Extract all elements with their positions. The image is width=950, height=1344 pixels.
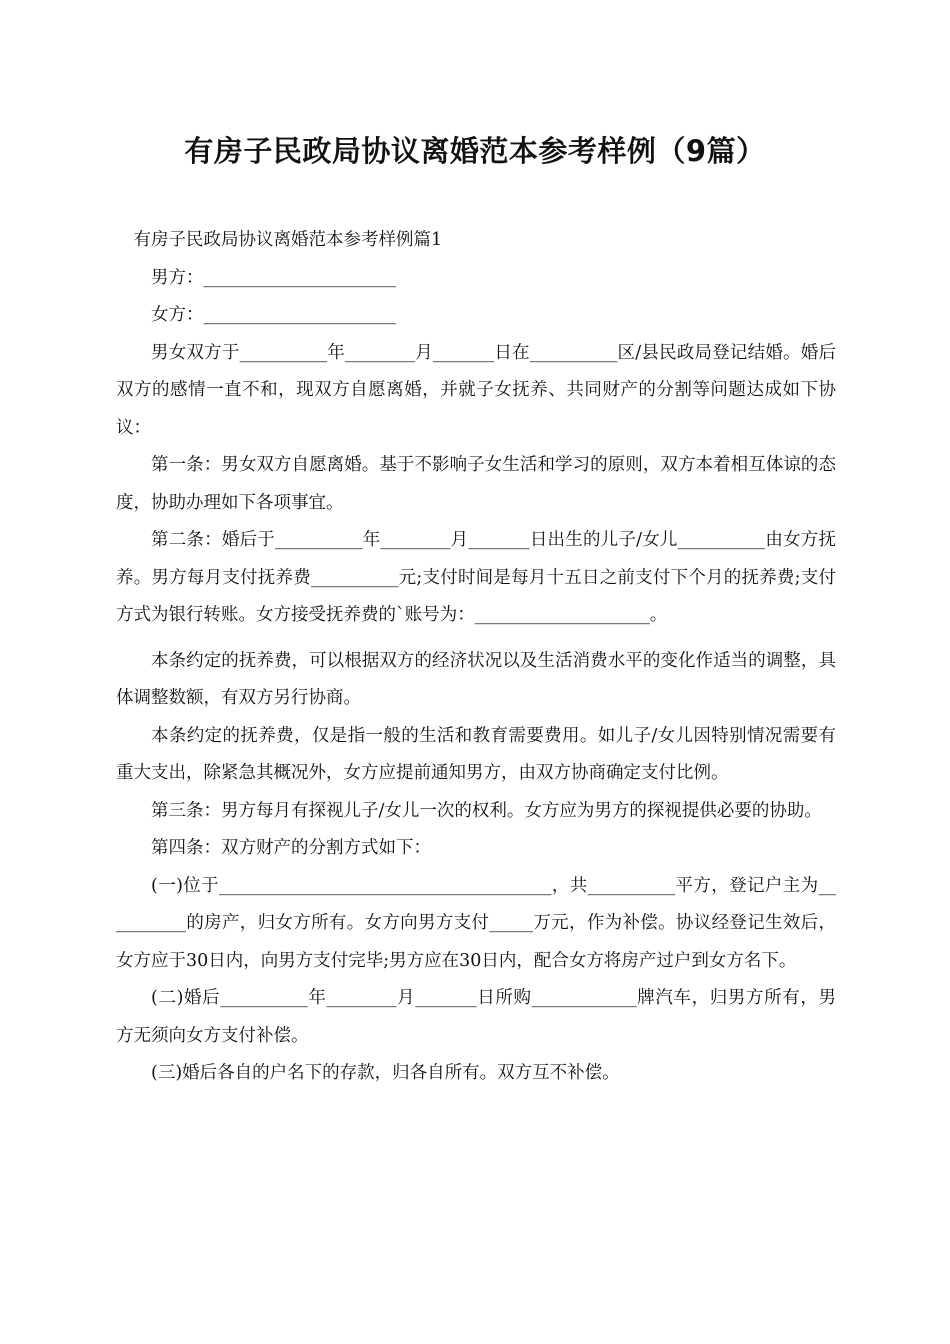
party-female: 女方：______________________ xyxy=(151,305,396,325)
article-4-item-1: (一)位于______________________________________，共__________平方，登记户主为__________的房产，归女方所有。女方向男方支付_____万元，作为补偿。协议经登记生效后，女方应于30日内，向男方支付完毕;男方应在30日内，配合女方将房产过户到女方名下。 xyxy=(116,875,836,971)
document-title: 有房子民政局协议离婚范本参考样例（9篇） xyxy=(184,134,766,168)
intro-paragraph: 男女双方于__________年________月_______日在__________区/县民政局登记结婚。婚后双方的感情一直不和，现双方自愿离婚，并就子女抚养、共同财产的分割等问题达成如下协议： xyxy=(116,342,836,438)
section-heading: 有房子民政局协议离婚范本参考样例篇1 xyxy=(133,230,443,250)
article-2-note-2: 本条约定的抚养费，仅是指一般的生活和教育需要费用。如儿子/女儿因特别情况需要有重大支出，除紧急其概况外，女方应提前通知男方，由双方协商确定支付比例。 xyxy=(116,725,836,783)
article-4-item-2: (二)婚后__________年________月_______日所购____________牌汽车，归男方所有，男方无须向女方支付补偿。 xyxy=(116,988,836,1046)
article-4-item-3: (三)婚后各自的户名下的存款，归各自所有。双方互不补偿。 xyxy=(151,1063,620,1083)
article-4: 第四条：双方财产的分割方式如下： xyxy=(151,838,431,858)
document-body xyxy=(116,222,836,1093)
article-1: 第一条：男女双方自愿离婚。基于不影响子女生活和学习的原则，双方本着相互体谅的态度，协助办理如下各项事宜。 xyxy=(116,455,836,513)
party-male: 男方：______________________ xyxy=(151,267,396,288)
article-2-note-1: 本条约定的抚养费，可以根据双方的经济状况以及生活消费水平的变化作适当的调整，具体调整数额，有双方另行协商。 xyxy=(116,650,836,708)
article-2: 第二条：婚后于__________年________月_______日出生的儿子/女儿__________由女方抚养。男方每月支付抚养费__________元;支付时间是每月十五日之前支付下个月的抚养费;支付方式为银行转账。女方接受抚养费的`账号为：____________________。 xyxy=(116,530,836,625)
article-3: 第三条：男方每月有探视儿子/女儿一次的权利。女方应为男方的探视提供必要的协助。 xyxy=(151,800,822,821)
